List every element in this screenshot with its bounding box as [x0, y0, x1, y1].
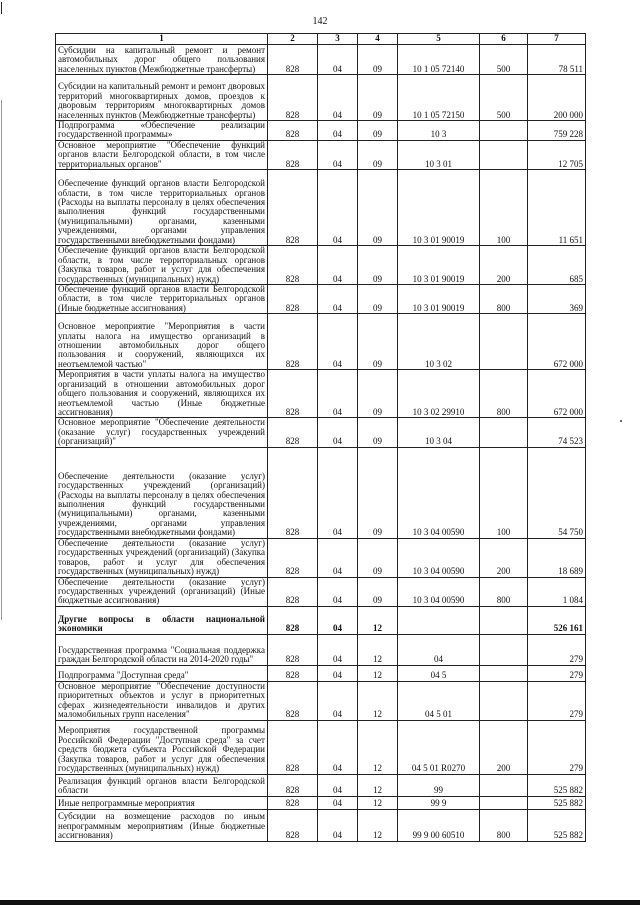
- row-name: Подпрограмма «Обеспечение реализации государственной программы»: [56, 121, 268, 141]
- row-gr-code: 828: [268, 796, 318, 809]
- row-rz-code: 04: [318, 774, 358, 796]
- row-name: Другие вопросы в области национальной экономики: [56, 606, 268, 634]
- row-gr-code: 828: [268, 634, 318, 665]
- row-vr-code: [480, 606, 528, 634]
- row-name: Обеспечение функций органов власти Белгородской области, в том числе территориальных органов (Иные бюджетные ассигнования): [56, 284, 268, 313]
- table-row: [56, 720, 586, 774]
- row-rz-code: 04: [318, 577, 358, 606]
- table-row: [56, 447, 586, 538]
- row-rz-code: 04: [318, 447, 358, 538]
- row-rz-code: 04: [318, 634, 358, 665]
- row-pr-code: 09: [358, 284, 398, 313]
- row-sum: 279: [528, 634, 586, 665]
- row-vr-code: [480, 140, 528, 169]
- row-sum: 12 705: [528, 140, 586, 169]
- row-name: Государственная программа "Социальная поддержка граждан Белгородской области на 2014-2020 годы": [56, 634, 268, 665]
- table-row: [56, 774, 586, 796]
- header-row: [56, 34, 586, 45]
- table-row: [56, 577, 586, 606]
- row-gr-code: 828: [268, 720, 318, 774]
- row-sum: 279: [528, 720, 586, 774]
- row-gr-code: 828: [268, 170, 318, 246]
- row-rz-code: 04: [318, 418, 358, 447]
- row-rz-code: 04: [318, 665, 358, 681]
- header-col-7: 7: [528, 34, 586, 45]
- row-vr-code: 100: [480, 447, 528, 538]
- row-vr-code: [480, 665, 528, 681]
- row-rz-code: 04: [318, 796, 358, 809]
- row-vr-code: 800: [480, 809, 528, 841]
- row-pr-code: 12: [358, 774, 398, 796]
- row-rz-code: 04: [318, 370, 358, 418]
- row-name: Обеспечение функций органов власти Белгородской области, в том числе территориальных органов (Расходы на выплаты персоналу в целях обеспечения выполнения функций государственными (муниципальными) органами, казенными учреждениями, органами управления государственными внебюджетными фондами): [56, 170, 268, 246]
- row-csr-code: 99 9 00 60510: [398, 809, 480, 841]
- header-col-5: 5: [398, 34, 480, 45]
- row-vr-code: 500: [480, 45, 528, 75]
- row-rz-code: 04: [318, 140, 358, 169]
- table-row: [56, 75, 586, 121]
- row-gr-code: 828: [268, 284, 318, 313]
- row-rz-code: 04: [318, 538, 358, 577]
- table-body: [56, 45, 586, 842]
- row-csr-code: 10 1 05 72150: [398, 75, 480, 121]
- row-rz-code: 04: [318, 75, 358, 121]
- row-csr-code: 10 3 01: [398, 140, 480, 169]
- row-name: Обеспечение деятельности (оказание услуг) государственных учреждений (организаций) (Расходы на выплаты персоналу в целях обеспечения выполнения функций государственными (муниципальными) органами, казенными учреждениями, органами управления государственными внебюджетными фондами): [56, 447, 268, 538]
- header-col-2: 2: [268, 34, 318, 45]
- table-row: [56, 314, 586, 370]
- row-rz-code: 04: [318, 681, 358, 720]
- row-gr-code: 828: [268, 809, 318, 841]
- row-rz-code: 04: [318, 809, 358, 841]
- row-gr-code: 828: [268, 370, 318, 418]
- table-row: [56, 796, 586, 809]
- bottom-edge-bar: [0, 900, 640, 905]
- row-csr-code: 04 5 01: [398, 681, 480, 720]
- row-sum: 74 523: [528, 418, 586, 447]
- row-rz-code: 04: [318, 121, 358, 141]
- row-vr-code: 100: [480, 170, 528, 246]
- table-row: [56, 538, 586, 577]
- row-pr-code: 12: [358, 665, 398, 681]
- row-pr-code: 09: [358, 577, 398, 606]
- row-gr-code: 828: [268, 314, 318, 370]
- table-row: [56, 284, 586, 313]
- row-pr-code: 12: [358, 809, 398, 841]
- table-row: [56, 665, 586, 681]
- row-pr-code: 09: [358, 246, 398, 285]
- row-sum: 525 882: [528, 796, 586, 809]
- row-csr-code: 10 3 04 00590: [398, 447, 480, 538]
- table-row: [56, 418, 586, 447]
- row-sum: 78 511: [528, 45, 586, 75]
- row-sum: 54 750: [528, 447, 586, 538]
- row-name: Обеспечение деятельности (оказание услуг) государственных учреждений (организаций) (Иные бюджетные ассигнования): [56, 577, 268, 606]
- row-pr-code: 09: [358, 121, 398, 141]
- row-pr-code: 09: [358, 170, 398, 246]
- row-csr-code: 10 1 05 72140: [398, 45, 480, 75]
- row-vr-code: [480, 774, 528, 796]
- scan-edge-line: [1, 100, 2, 620]
- row-pr-code: 09: [358, 538, 398, 577]
- row-name: Мероприятия государственной программы Российской Федерации "Доступная среда" за счет средств бюджета субъекта Российской Федерации (Закупка товаров, работ и услуг для обеспечения государственных (муниципальных) нужд): [56, 720, 268, 774]
- row-csr-code: 04 5: [398, 665, 480, 681]
- row-csr-code: 10 3 04 00590: [398, 538, 480, 577]
- row-vr-code: 800: [480, 370, 528, 418]
- row-name: Основное мероприятие "Мероприятия в части уплаты налога на имущество организаций в отношении автомобильных дорог общего пользования и сооружений, являющихся их неотъемлемой частью": [56, 314, 268, 370]
- row-csr-code: 10 3 01 90019: [398, 246, 480, 285]
- row-sum: 200 000: [528, 75, 586, 121]
- row-vr-code: [480, 418, 528, 447]
- header-col-1: 1: [56, 34, 268, 45]
- row-sum: 18 689: [528, 538, 586, 577]
- table-row: [56, 681, 586, 720]
- row-sum: 759 228: [528, 121, 586, 141]
- row-pr-code: 09: [358, 447, 398, 538]
- row-gr-code: 828: [268, 121, 318, 141]
- row-rz-code: 04: [318, 45, 358, 75]
- row-gr-code: 828: [268, 681, 318, 720]
- row-name: Основное мероприятие "Обеспечение деятельности (оказание услуг) государственных учреждений (организаций)": [56, 418, 268, 447]
- header-col-6: 6: [480, 34, 528, 45]
- table-row: [56, 370, 586, 418]
- table-row: [56, 140, 586, 169]
- row-pr-code: 09: [358, 418, 398, 447]
- row-rz-code: 04: [318, 314, 358, 370]
- row-vr-code: [480, 121, 528, 141]
- row-name: Подпрограмма "Доступная среда": [56, 665, 268, 681]
- row-rz-code: 04: [318, 246, 358, 285]
- row-rz-code: 04: [318, 170, 358, 246]
- row-name: Реализация функций органов власти Белгородской области: [56, 774, 268, 796]
- row-sum: 369: [528, 284, 586, 313]
- table-row: [56, 809, 586, 841]
- row-gr-code: 828: [268, 140, 318, 169]
- row-vr-code: 800: [480, 284, 528, 313]
- row-sum: 526 161: [528, 606, 586, 634]
- row-pr-code: 12: [358, 720, 398, 774]
- row-csr-code: 10 3: [398, 121, 480, 141]
- row-csr-code: 10 3 02: [398, 314, 480, 370]
- row-vr-code: [480, 634, 528, 665]
- row-name: Субсидии на капитальный ремонт и ремонт дворовых территорий многоквартирных домов, проездов к дворовым территориям многоквартирных домов населенных пунктов (Межбюджетные трансферты): [56, 75, 268, 121]
- table-row: [56, 45, 586, 75]
- row-pr-code: 12: [358, 796, 398, 809]
- row-vr-code: 200: [480, 538, 528, 577]
- row-gr-code: 828: [268, 45, 318, 75]
- row-pr-code: 09: [358, 314, 398, 370]
- row-sum: 672 000: [528, 370, 586, 418]
- budget-table: [55, 33, 586, 842]
- row-csr-code: 10 3 01 90019: [398, 170, 480, 246]
- row-name: Основное мероприятие "Обеспечение доступности приоритетных объектов и услуг в приоритетных сферах жизнедеятельности инвалидов и других маломобильных групп населения": [56, 681, 268, 720]
- row-vr-code: 500: [480, 75, 528, 121]
- row-csr-code: 10 3 04 00590: [398, 577, 480, 606]
- row-pr-code: 09: [358, 140, 398, 169]
- row-name: Основное мероприятие "Обеспечение функций органов власти Белгородской области, в том числе территориальных органов": [56, 140, 268, 169]
- row-gr-code: 828: [268, 606, 318, 634]
- row-csr-code: 10 3 02 29910: [398, 370, 480, 418]
- row-rz-code: 04: [318, 284, 358, 313]
- row-name: Мероприятия в части уплаты налога на имущество организаций в отношении автомобильных дорог общего пользования и сооружений, являющихся их неотъемлемой частью (Иные бюджетные ассигнования): [56, 370, 268, 418]
- row-gr-code: 828: [268, 665, 318, 681]
- row-sum: 672 000: [528, 314, 586, 370]
- row-vr-code: [480, 314, 528, 370]
- row-csr-code: 04: [398, 634, 480, 665]
- row-sum: 1 084: [528, 577, 586, 606]
- row-vr-code: 200: [480, 246, 528, 285]
- row-sum: 279: [528, 665, 586, 681]
- header-col-3: 3: [318, 34, 358, 45]
- row-rz-code: 04: [318, 606, 358, 634]
- row-gr-code: 828: [268, 447, 318, 538]
- row-pr-code: 12: [358, 681, 398, 720]
- scan-speck: [620, 420, 622, 422]
- row-pr-code: 12: [358, 634, 398, 665]
- table-row: [56, 606, 586, 634]
- row-gr-code: 828: [268, 774, 318, 796]
- row-name: Обеспечение функций органов власти Белгородской области, в том числе территориальных органов (Закупка товаров, работ и услуг для обеспечения государственных (муниципальных) нужд): [56, 246, 268, 285]
- row-pr-code: 09: [358, 45, 398, 75]
- row-rz-code: 04: [318, 720, 358, 774]
- row-gr-code: 828: [268, 538, 318, 577]
- row-vr-code: 200: [480, 720, 528, 774]
- header-col-4: 4: [358, 34, 398, 45]
- row-pr-code: 12: [358, 606, 398, 634]
- row-name: Обеспечение деятельности (оказание услуг) государственных учреждений (организаций) (Закупка товаров, работ и услуг для обеспечения государственных (муниципальных) нужд): [56, 538, 268, 577]
- table-row: [56, 246, 586, 285]
- row-vr-code: [480, 796, 528, 809]
- row-name: Иные непрограммные мероприятия: [56, 796, 268, 809]
- row-pr-code: 09: [358, 370, 398, 418]
- row-gr-code: 828: [268, 246, 318, 285]
- page-number: 142: [312, 16, 328, 27]
- row-csr-code: 10 3 04: [398, 418, 480, 447]
- row-sum: 525 882: [528, 809, 586, 841]
- row-sum: 279: [528, 681, 586, 720]
- row-csr-code: [398, 606, 480, 634]
- row-gr-code: 828: [268, 577, 318, 606]
- row-csr-code: 99 9: [398, 796, 480, 809]
- row-name: Субсидии на возмещение расходов по иным непрограммным мероприятиям (Иные бюджетные ассигнования): [56, 809, 268, 841]
- row-sum: 685: [528, 246, 586, 285]
- table-row: [56, 634, 586, 665]
- row-csr-code: 10 3 01 90019: [398, 284, 480, 313]
- row-pr-code: 09: [358, 75, 398, 121]
- row-name: Субсидии на капитальный ремонт и ремонт автомобильных дорог общего пользования населенных пунктов (Межбюджетные трансферты): [56, 45, 268, 75]
- row-vr-code: [480, 681, 528, 720]
- table-row: [56, 121, 586, 141]
- row-gr-code: 828: [268, 75, 318, 121]
- row-gr-code: 828: [268, 418, 318, 447]
- row-csr-code: 99: [398, 774, 480, 796]
- table-row: [56, 170, 586, 246]
- row-vr-code: 800: [480, 577, 528, 606]
- margin-mark: [1, 2, 2, 14]
- row-sum: 11 651: [528, 170, 586, 246]
- row-csr-code: 04 5 01 R0270: [398, 720, 480, 774]
- row-sum: 525 882: [528, 774, 586, 796]
